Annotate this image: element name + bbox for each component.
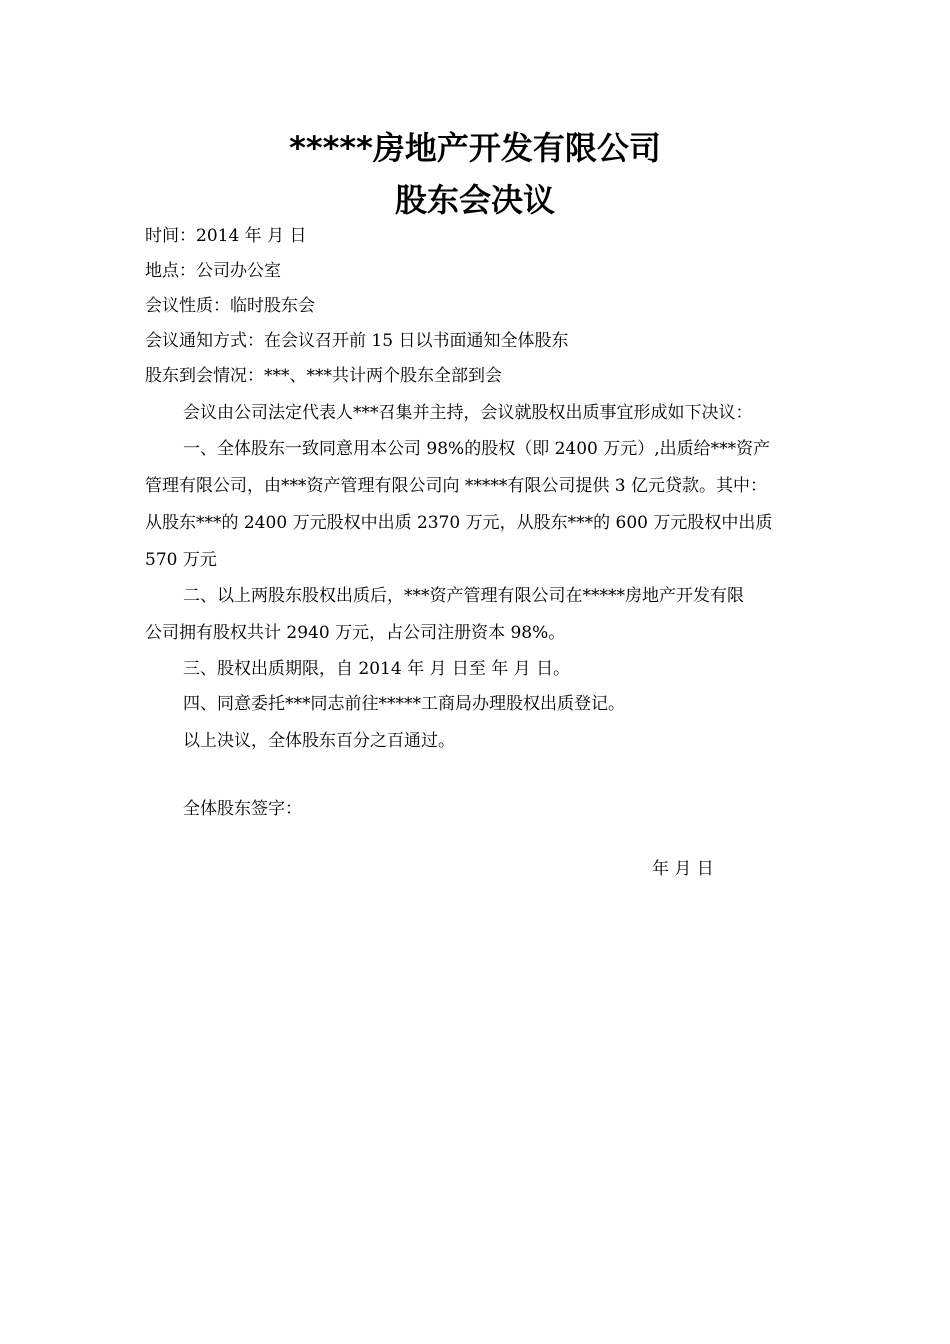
- intro-paragraph: 会议由公司法定代表人***召集并主持，会议就股权出质事宜形成如下决议：: [183, 403, 753, 423]
- item3-line: 三、股权出质期限，自 2014 年 月 日至 年 月 日。: [183, 659, 571, 679]
- item1-line: 570 万元: [145, 550, 217, 570]
- item2-line: 二、以上两股东股权出质后，***资产管理有限公司在*****房地产开发有限: [183, 586, 744, 606]
- item1-line: 一、全体股东一致同意用本公司 98%的股权（即 2400 万元）,出质给***资产: [183, 439, 771, 459]
- item1-line: 从股东***的 2400 万元股权中出质 2370 万元，从股东***的 600 万元股权中出质: [145, 513, 773, 533]
- meeting-nature: 会议性质：临时股东会: [145, 296, 315, 316]
- item2-line: 公司拥有股权共计 2940 万元，占公司注册资本 98%。: [145, 623, 566, 643]
- item4-line: 四、同意委托***同志前往*****工商局办理股权出质登记。: [183, 694, 625, 714]
- item1-line: 管理有限公司，由***资产管理有限公司向 *****有限公司提供 3 亿元贷款。其中：: [145, 476, 768, 496]
- meeting-notice: 会议通知方式：在会议召开前 15 日以书面通知全体股东: [145, 331, 569, 351]
- meeting-time: 时间：2014 年 月 日: [145, 226, 307, 246]
- company-title: *****房地产开发有限公司: [289, 129, 661, 167]
- meeting-attendance: 股东到会情况：***、***共计两个股东全部到会: [145, 366, 502, 386]
- date-line: 年 月 日: [652, 859, 714, 879]
- meeting-place: 地点：公司办公室: [145, 261, 281, 281]
- conclusion-line: 以上决议，全体股东百分之百通过。: [183, 731, 455, 751]
- resolution-title: 股东会决议: [394, 181, 555, 219]
- signature-label: 全体股东签字：: [183, 799, 302, 819]
